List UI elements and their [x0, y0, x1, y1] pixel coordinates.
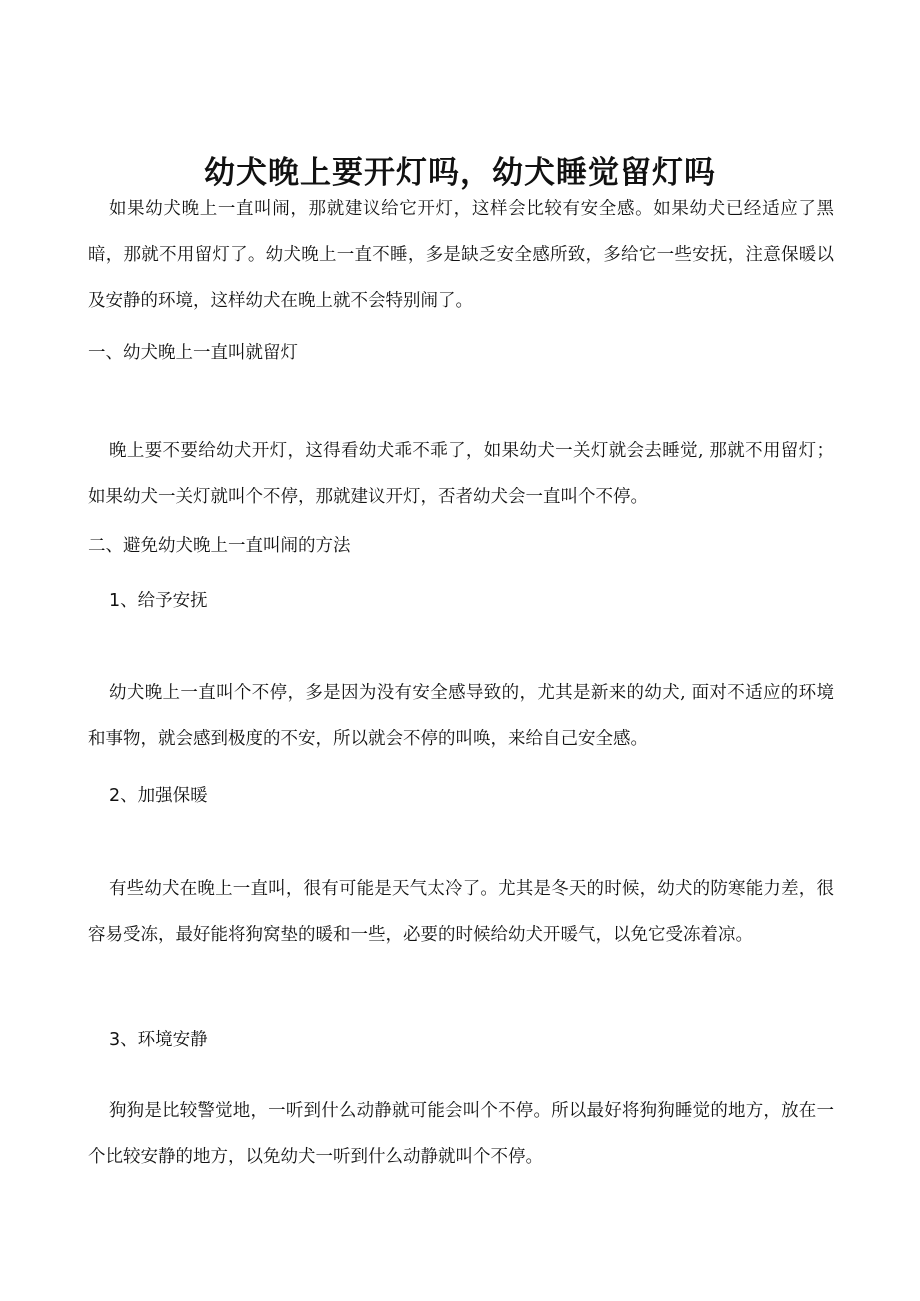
- section2-heading: 二、避免幼犬晚上一直叫闹的方法: [88, 536, 351, 556]
- section2-item1-number: 1: [109, 591, 121, 611]
- section2-item2-number: 2: [109, 786, 121, 806]
- section2-item2-heading: [109, 781, 208, 811]
- section2-item1-heading: [109, 586, 208, 616]
- intro-paragraph: 如果幼犬晚上一直叫闹，那就建议给它开灯，这样会比较有安全感。如果幼犬已经适应了黑暗，那就不用留灯了。幼犬晚上一直不睡，多是缺乏安全感所致，多给它一些安抚，注意保暖以及安静的环境，这样幼犬在晚上就不会特别闹了。: [88, 199, 834, 311]
- section2-item3-paragraph: 狗狗是比较警觉地，一听到什么动静就可能会叫个不停。所以最好将狗狗睡觉的地方，放在一个比较安静的地方，以免幼犬一听到什么动静就叫个不停。: [88, 1101, 834, 1167]
- section2-item1-label: 、给予安抚: [120, 591, 208, 611]
- section2-item1-paragraph: 幼犬晚上一直叫个不停，多是因为没有安全感导致的，尤其是新来的幼犬, 面对不适应的环境和事物，就会感到极度的不安，所以就会不停的叫唤，来给自己安全感。: [88, 683, 834, 749]
- section1-paragraph: 晚上要不要给幼犬开灯，这得看幼犬乖不乖了，如果幼犬一关灯就会去睡觉, 那就不用留灯；如果幼犬一关灯就叫个不停，那就建议开灯，否者幼犬会一直叫个不停。: [88, 441, 834, 507]
- document-title: 幼犬晚上要开灯吗，幼犬睡觉留灯吗: [204, 154, 716, 191]
- section2-item2-label: 、加强保暖: [120, 786, 208, 806]
- section1-heading: 一、幼犬晚上一直叫就留灯: [88, 343, 298, 363]
- section2-item2-paragraph: 有些幼犬在晚上一直叫，很有可能是天气太冷了。尤其是冬天的时候，幼犬的防寒能力差，很容易受冻，最好能将狗窝垫的暖和一些，必要的时候给幼犬开暖气，以免它受冻着凉。: [88, 879, 834, 945]
- section2-item3-label: 、环境安静: [120, 1030, 208, 1050]
- section2-item3-number: 3: [109, 1030, 121, 1050]
- section2-item3-heading: [109, 1025, 208, 1055]
